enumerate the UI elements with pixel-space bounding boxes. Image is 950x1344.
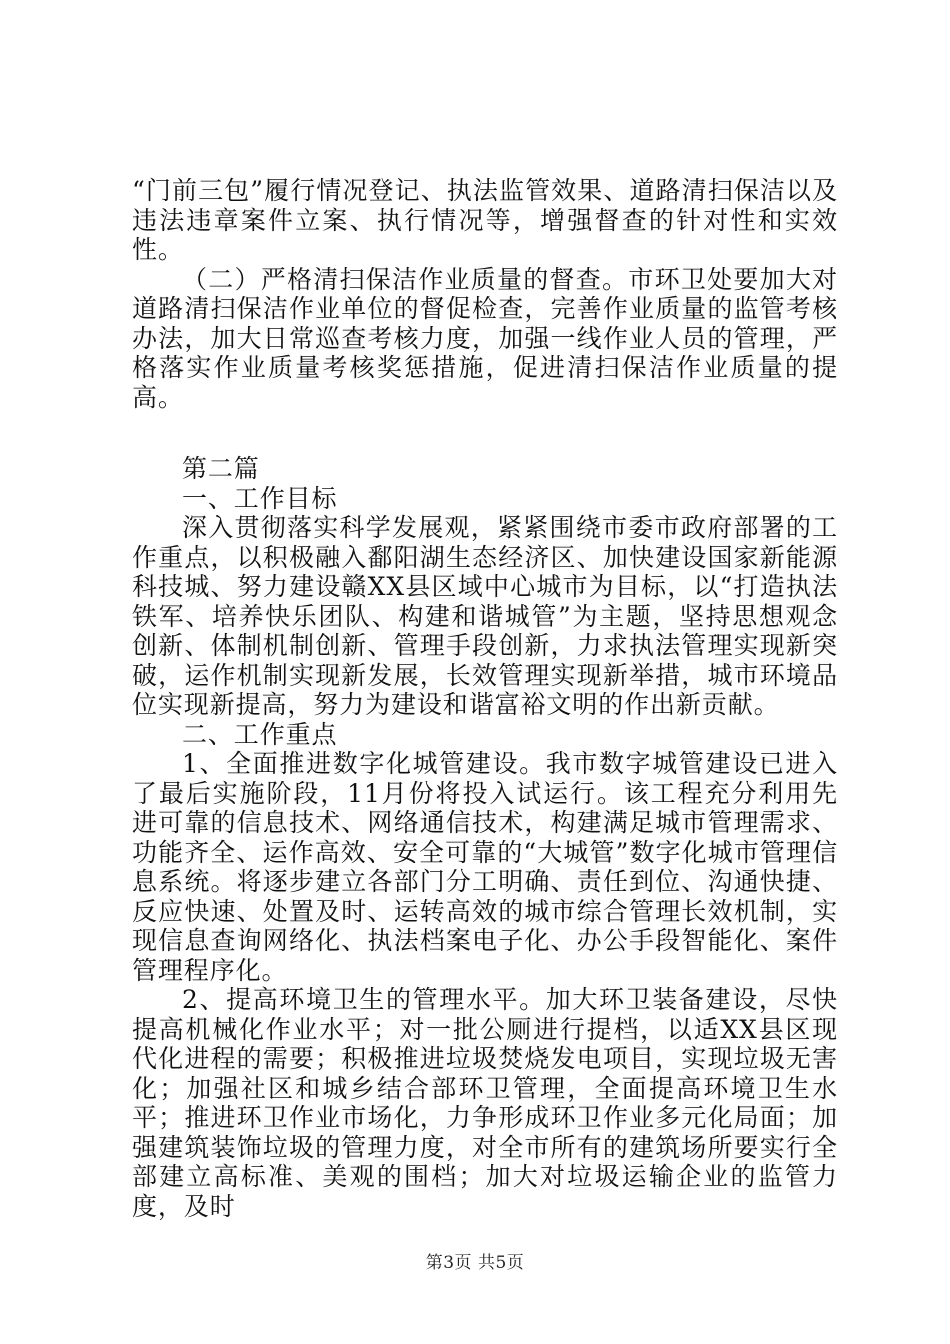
page-number: 第3页 共5页	[425, 1253, 525, 1273]
heading-work-focus: 二、工作重点	[182, 719, 338, 749]
heading-work-goals: 一、工作目标	[182, 483, 338, 513]
paragraph-digital-management: 1、全面推进数字化城管建设。我市数字城管建设已进入了最后实施阶段，11月份将投入试运行。该工程充分利用先进可靠的信息技术、网络通信技术，构建满足城市管理需求、功能齐全、运作高效、安全可靠的“大城管”数字化城市管理信息系统。将逐步建立各部门分工明确、责任到位、沟通快捷、反应快速、处置及时、运转高效的城市综合管理长效机制，实现信息查询网络化、执法档案电子化、办公手段智能化、案件管理程序化。	[132, 749, 838, 985]
paragraph-inspection-quality: （二）严格清扫保洁作业质量的督查。市环卫处要加大对道路清扫保洁作业单位的督促检查，完善作业质量的监管考核办法，加大日常巡查考核力度，加强一线作业人员的管理，严格落实作业质量考核奖惩措施，促进清扫保洁作业质量的提高。	[132, 264, 838, 412]
document-body	[132, 176, 838, 1221]
paragraph-work-goals: 深入贯彻落实科学发展观，紧紧围绕市委市政府部署的工作重点，以积极融入鄱阳湖生态经济区、加快建设国家新能源科技城、努力建设赣XX县区域中心城市为目标，以“打造执法铁军、培养快乐团队、构建和谐城管”为主题，坚持思想观念创新、体制机制创新、管理手段创新，力求执法管理实现新突破，运作机制实现新发展，长效管理实现新举措，城市环境品位实现新提高，努力为建设和谐富裕文明的作出新贡献。	[132, 513, 838, 719]
paragraph-sanitation: 2、提高环境卫生的管理水平。加大环卫装备建设，尽快提高机械化作业水平；对一批公厕进行提档，以适XX县区现代化进程的需要；积极推进垃圾焚烧发电项目，实现垃圾无害化；加强社区和城乡结合部环卫管理，全面提高环境卫生水平；推进环卫作业市场化，力争形成环卫作业多元化局面；加强建筑装饰垃圾的管理力度，对全市所有的建筑场所要实行全部建立高标准、美观的围档；加大对垃圾运输企业的监管力度，及时	[132, 985, 838, 1221]
paragraph-spacer	[132, 412, 838, 454]
section-title: 第二篇	[182, 454, 260, 483]
paragraph-continuation: “门前三包”履行情况登记、执法监管效果、道路清扫保洁以及违法违章案件立案、执行情况等，增强督查的针对性和实效性。	[132, 176, 838, 264]
